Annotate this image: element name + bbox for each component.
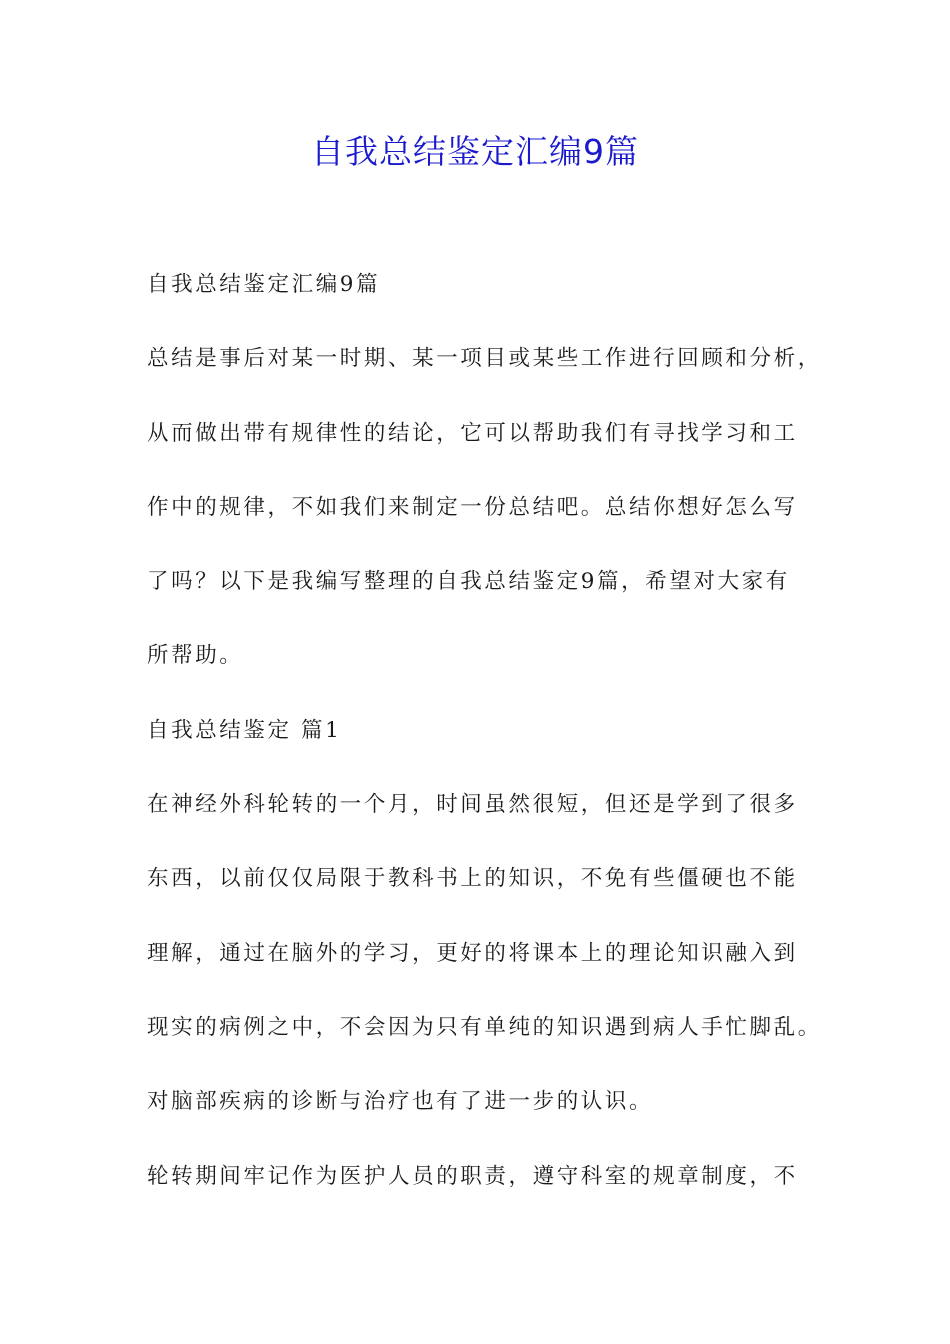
paragraph-line: 总结是事后对某一时期、某一项目或某些工作进行回顾和分析，: [147, 346, 822, 372]
section-heading: 自我总结鉴定 篇1: [147, 717, 342, 743]
paragraph-line: 对脑部疾病的诊断与治疗也有了进一步的认识。: [147, 1089, 654, 1115]
paragraph-line: 从而做出带有规律性的结论，它可以帮助我们有寻找学习和工: [147, 420, 798, 446]
paragraph-line: 东西，以前仅仅局限于教科书上的知识，不免有些僵硬也不能: [147, 866, 798, 892]
subtitle-line: 自我总结鉴定汇编9篇: [147, 272, 381, 297]
document-body: [147, 263, 837, 1229]
paragraph-line: 了吗？以下是我编写整理的自我总结鉴定9篇，希望对大家有: [147, 569, 790, 595]
paragraph-line: 在神经外科轮转的一个月，时间虽然很短，但还是学到了很多: [147, 792, 798, 818]
paragraph-line: 理解，通过在脑外的学习，更好的将课本上的理论知识融入到: [147, 940, 798, 966]
paragraph-line: 所帮助。: [147, 643, 244, 669]
document-title: 自我总结鉴定汇编9篇: [311, 132, 639, 171]
paragraph-line: 现实的病例之中，不会因为只有单纯的知识遇到病人手忙脚乱。: [147, 1014, 822, 1040]
paragraph-line: 作中的规律，不如我们来制定一份总结吧。总结你想好怎么写: [147, 494, 798, 520]
paragraph-line: 轮转期间牢记作为医护人员的职责，遵守科室的规章制度，不: [147, 1163, 798, 1189]
